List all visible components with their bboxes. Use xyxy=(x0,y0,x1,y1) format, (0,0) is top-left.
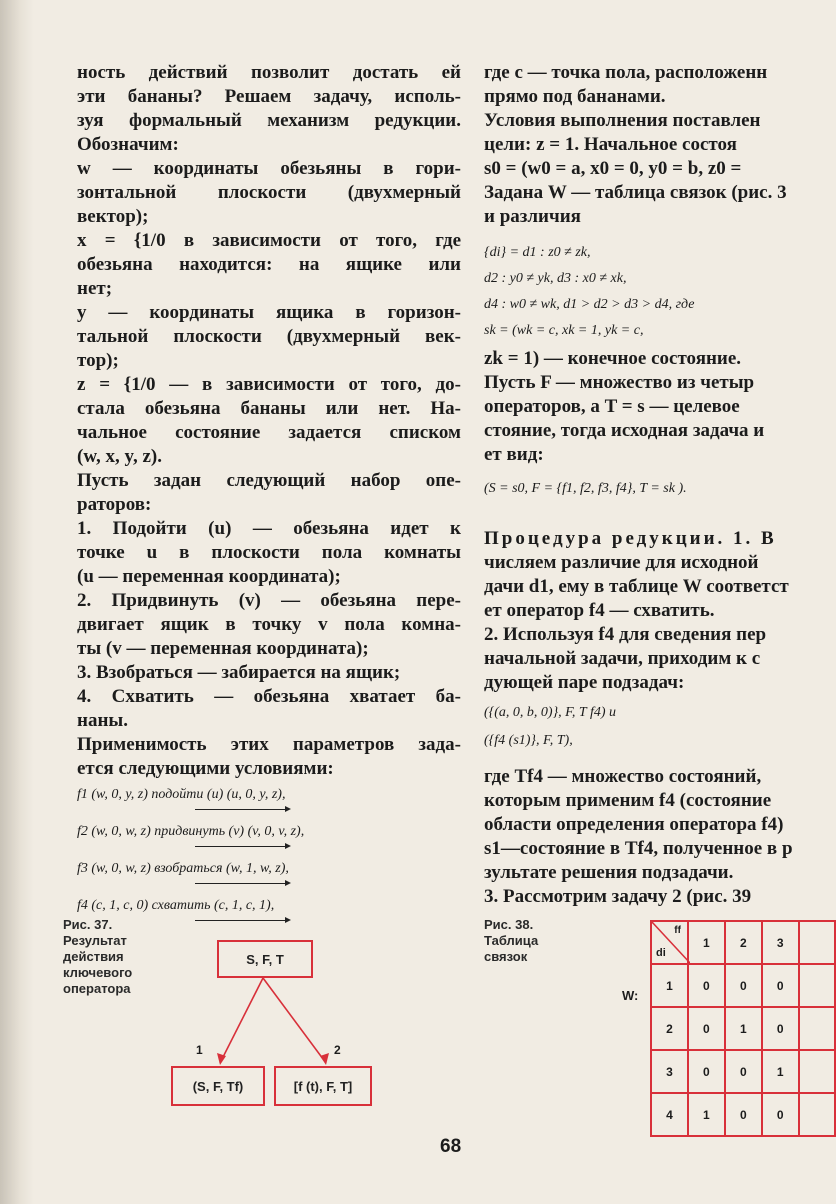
text-line: обезьяна находится: на ящике или xyxy=(77,254,461,275)
text-line: 4. Схватить — обезьяна хватает ба- xyxy=(77,686,461,707)
text-line: и различия xyxy=(484,206,581,227)
edge-label-2: 2 xyxy=(334,1043,341,1057)
text-line: ется следующими условиями: xyxy=(77,758,334,779)
text-line: 3. Взобраться — забирается на ящик; xyxy=(77,662,401,683)
operator-formula: f1 (w, 0, y, z) подойти (u) (u, 0, y, z), xyxy=(77,787,286,802)
formula-line: ({(a, 0, b, 0)}, F, T f4) и xyxy=(484,705,617,720)
text-line: ет оператор f4 — схватить. xyxy=(484,600,715,621)
table-cell: 0 xyxy=(762,1093,799,1136)
caption-line: действия xyxy=(63,949,124,964)
text-line: числяем различие для исходной xyxy=(484,552,759,573)
text-line: 2. Придвинуть (v) — обезьяна пере- xyxy=(77,590,461,611)
text-line: прямо под бананами. xyxy=(484,86,666,107)
links-table xyxy=(650,920,836,1137)
text-line: 2. Используя f4 для сведения пер xyxy=(484,624,767,645)
row-header: 1 xyxy=(651,964,688,1007)
text-line: эти бананы? Решаем задачу, исполь- xyxy=(77,86,461,107)
table-row-label: W: xyxy=(622,988,639,1003)
text-line: зультате решения подзадачи. xyxy=(484,862,734,883)
text-line: двигает ящик в точку v пола комна- xyxy=(77,614,461,635)
text-line: вектор); xyxy=(77,206,149,227)
caption-line: ключевого xyxy=(63,965,133,980)
column-header: 3 xyxy=(762,921,799,964)
text-line: ты (v — переменная координата); xyxy=(77,638,369,659)
table-header-row xyxy=(651,921,835,964)
text-line: операторов, а T = s — целевое xyxy=(484,396,740,417)
caption-line: Таблица xyxy=(484,933,539,948)
row-header: 2 xyxy=(651,1007,688,1050)
column-header: 1 xyxy=(688,921,725,964)
text-line: Пусть F — множество из четыр xyxy=(484,372,755,393)
caption-line: Рис. 37. xyxy=(63,917,113,932)
text-line: w — координаты обезьяны в гори- xyxy=(77,158,461,179)
text-line: точке u в плоскости пола комнаты xyxy=(77,542,461,563)
column-header xyxy=(799,921,835,964)
row-header: 4 xyxy=(651,1093,688,1136)
text-line: стала обезьяна бананы или нет. На- xyxy=(77,398,461,419)
text-line: s0 = (w0 = a, x0 = 0, y0 = b, z0 = xyxy=(484,158,742,179)
text-line: где c — точка пола, расположенн xyxy=(484,62,768,83)
formula-line: d4 : w0 ≠ wk, d1 > d2 > d3 > d4, где xyxy=(484,297,695,312)
text-line: раторов: xyxy=(77,494,152,515)
table-cell: 0 xyxy=(762,964,799,1007)
text-line: x = {1/0 в зависимости от того, где xyxy=(77,230,461,251)
table-row xyxy=(651,1050,835,1093)
text-line: ет вид: xyxy=(484,444,544,465)
table-cell xyxy=(799,1050,835,1093)
text-line: 3. Рассмотрим задачу 2 (рис. 39 xyxy=(484,886,752,907)
row-header: 3 xyxy=(651,1050,688,1093)
text-line: чальное состояние задается списком xyxy=(77,422,461,443)
text-line: (u — переменная координата); xyxy=(77,566,341,587)
text-line: 1. Подойти (u) — обезьяна идет к xyxy=(77,518,461,539)
table-cell xyxy=(799,964,835,1007)
task-formula: (S = s0, F = {f1, f2, f3, f4}, T = sk ). xyxy=(484,481,687,496)
figure37-left-node: (S, F, Tf) xyxy=(171,1066,265,1106)
formula-line: sk = (wk = c, xk = 1, yk = c, xyxy=(484,323,644,338)
caption-line: Рис. 38. xyxy=(484,917,534,932)
text-line: наны. xyxy=(77,710,128,731)
operator-formula: f3 (w, 0, w, z) взобраться (w, 1, w, z), xyxy=(77,861,289,876)
text-line: Применимость этих параметров зада- xyxy=(77,734,461,755)
text-line: начальной задачи, приходим к с xyxy=(484,648,761,669)
text-line: (w, x, y, z). xyxy=(77,446,162,467)
table-cell: 0 xyxy=(688,1007,725,1050)
text-line: которым применим f4 (состояние xyxy=(484,790,772,811)
operator-formula: f4 (c, 1, c, 0) схватить (c, 1, c, 1), xyxy=(77,898,275,913)
text-line: Задана W — таблица связок (рис. 3 xyxy=(484,182,787,203)
table-cell: 0 xyxy=(688,1050,725,1093)
text-line: дующей паре подзадач: xyxy=(484,672,685,693)
table-cell xyxy=(799,1093,835,1136)
formula-line: d2 : y0 ≠ yk, d3 : x0 ≠ xk, xyxy=(484,271,627,286)
text-line: Пусть задан следующий набор опе- xyxy=(77,470,461,491)
text-line: тальной плоскости (двухмерный век- xyxy=(77,326,461,347)
text-line: Обозначим: xyxy=(77,134,179,155)
table-cell: 1 xyxy=(762,1050,799,1093)
corner-bottom-label: di xyxy=(656,947,666,959)
text-line: зонтальной плоскости (двухмерный xyxy=(77,182,461,203)
table-row xyxy=(651,1093,835,1136)
table-cell: 0 xyxy=(725,1093,762,1136)
table-cell: 0 xyxy=(725,964,762,1007)
text-line: Условия выполнения поставлен xyxy=(484,110,761,131)
text-line: области определения оператора f4) xyxy=(484,814,784,835)
table-cell: 0 xyxy=(688,964,725,1007)
page-number: 68 xyxy=(440,1136,462,1157)
text-line: тор); xyxy=(77,350,119,371)
text-line: z = {1/0 — в зависимости от того, до- xyxy=(77,374,461,395)
table-row xyxy=(651,1007,835,1050)
figure37-right-node: [f (t), F, T] xyxy=(274,1066,372,1106)
edge-label-1: 1 xyxy=(196,1043,203,1057)
operator-formula: f2 (w, 0, w, z) придвинуть (v) (v, 0, v, z), xyxy=(77,824,305,839)
table-cell xyxy=(799,1007,835,1050)
text-line: y — координаты ящика в горизон- xyxy=(77,302,461,323)
formula-line: {di} = d1 : z0 ≠ zk, xyxy=(484,245,591,260)
text-line: s1—состояние в Tf4, полученное в р xyxy=(484,838,793,859)
table-corner-cell xyxy=(651,921,688,964)
text-line: zk = 1) — конечное состояние. xyxy=(484,348,742,369)
table-cell: 1 xyxy=(688,1093,725,1136)
text-line: стояние, тогда исходная задача и xyxy=(484,420,765,441)
text-line: зуя формальный механизм редукции. xyxy=(77,110,461,131)
table-cell: 0 xyxy=(762,1007,799,1050)
caption-line: оператора xyxy=(63,981,131,996)
text-line: ность действий позволит достать ей xyxy=(77,62,461,83)
figure38-caption xyxy=(484,917,538,965)
procedure-heading: Процедура редукции. 1. В xyxy=(484,528,777,549)
corner-top-label: ff xyxy=(674,925,681,936)
table-cell: 1 xyxy=(725,1007,762,1050)
text-line: где Tf4 — множество состояний, xyxy=(484,766,762,787)
column-header: 2 xyxy=(725,921,762,964)
text-line: дачи d1, ему в таблице W соответст xyxy=(484,576,789,597)
figure37-root-node: S, F, T xyxy=(217,940,313,978)
table-cell: 0 xyxy=(725,1050,762,1093)
text-line: нет; xyxy=(77,278,113,299)
text-line: цели: z = 1. Начальное состоя xyxy=(484,134,737,155)
table-row xyxy=(651,964,835,1007)
caption-line: Результат xyxy=(63,933,127,948)
formula-line: ({f4 (s1)}, F, T), xyxy=(484,733,573,748)
caption-line: связок xyxy=(484,949,528,964)
